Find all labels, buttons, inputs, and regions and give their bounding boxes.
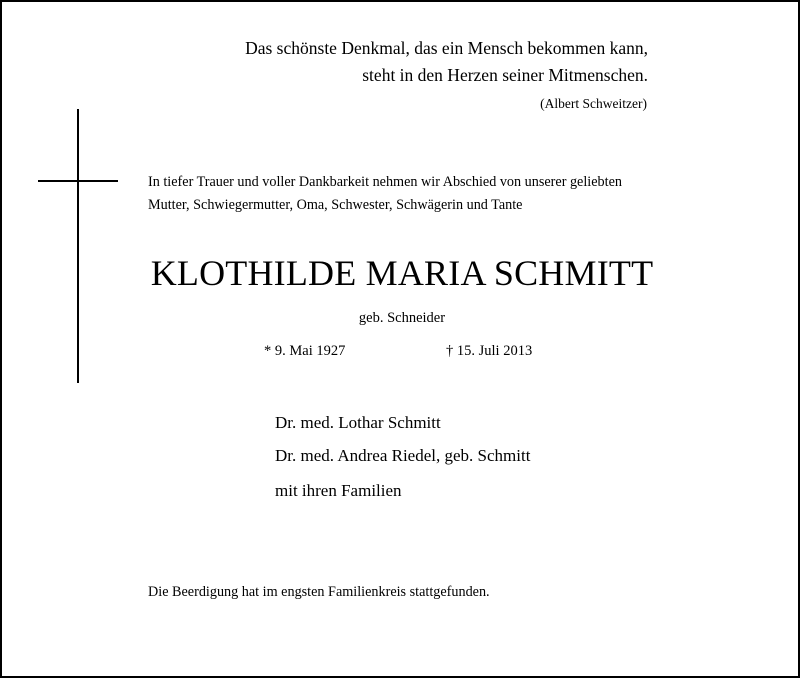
intro-line-2: Mutter, Schwiegermutter, Oma, Schwester, Schwägerin und Tante <box>148 197 523 213</box>
cross-horizontal-bar <box>38 180 118 182</box>
death-date: † 15. Juli 2013 <box>446 343 533 359</box>
quote-author: (Albert Schweitzer) <box>540 96 647 111</box>
family-member-3: mit ihren Familien <box>275 481 402 500</box>
deceased-name: KLOTHILDE MARIA SCHMITT <box>150 253 654 293</box>
quote-line-2: steht in den Herzen seiner Mitmenschen. <box>362 65 648 85</box>
family-member-2: Dr. med. Andrea Riedel, geb. Schmitt <box>275 446 531 465</box>
intro-line-1: In tiefer Trauer und voller Dankbarkeit nehmen wir Abschied von unserer geliebten <box>148 174 622 190</box>
family-member-1: Dr. med. Lothar Schmitt <box>275 413 441 432</box>
birth-date: * 9. Mai 1927 <box>264 343 346 359</box>
cross-vertical-bar <box>77 109 79 383</box>
quote-line-1: Das schönste Denkmal, das ein Mensch bekommen kann, <box>245 38 648 58</box>
maiden-name: geb. Schneider <box>358 310 446 326</box>
closing-note: Die Beerdigung hat im engsten Familienkreis stattgefunden. <box>148 584 490 600</box>
